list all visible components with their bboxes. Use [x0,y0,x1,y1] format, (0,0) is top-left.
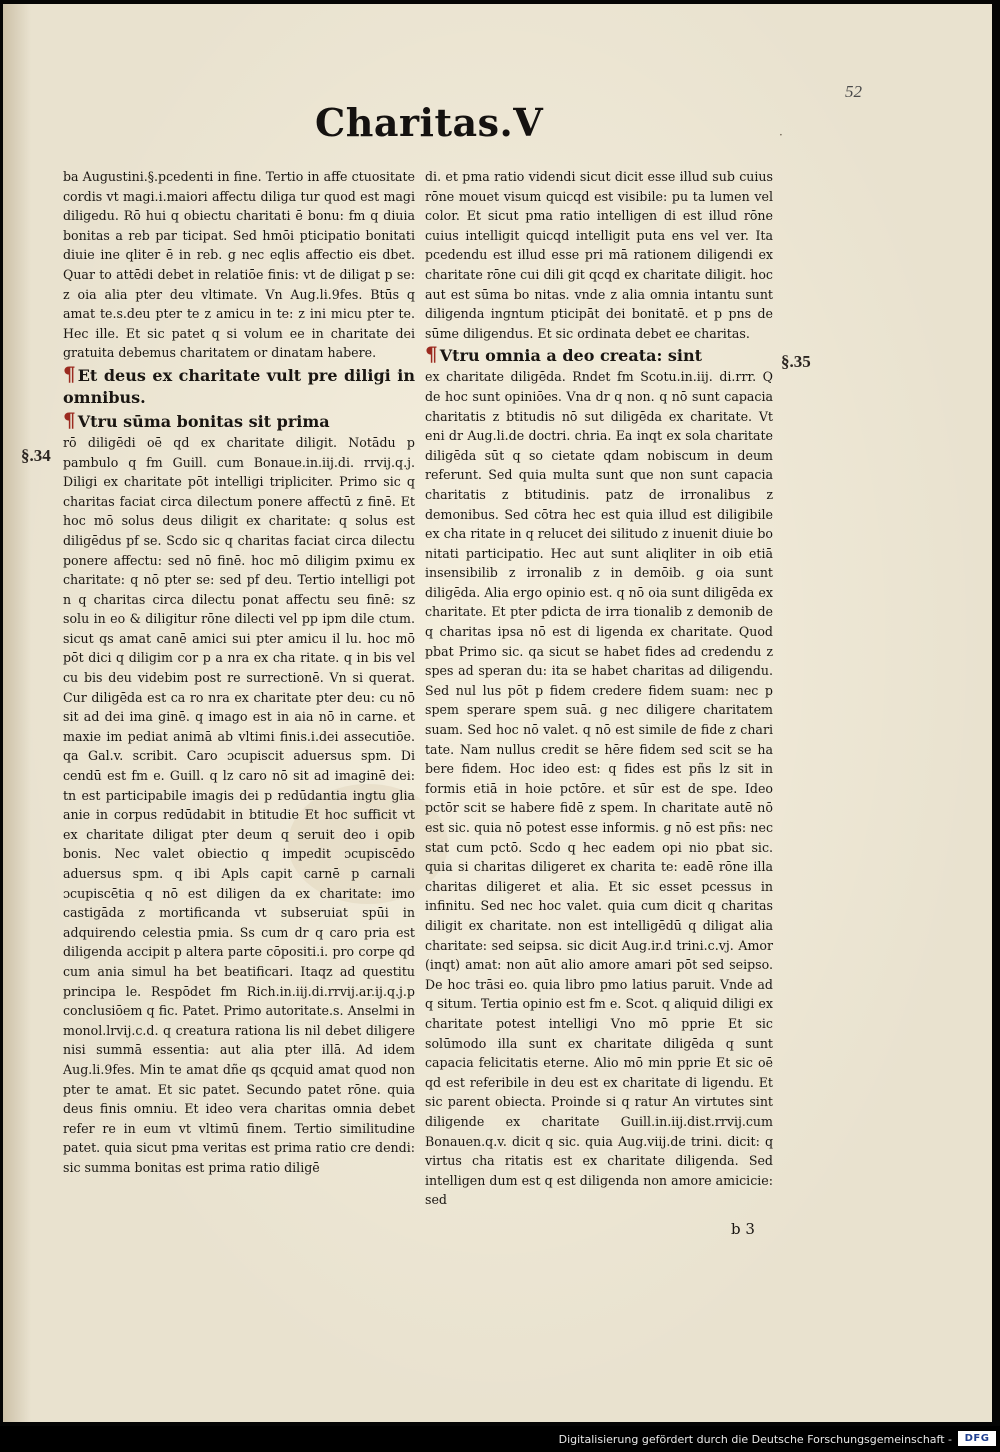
running-head: Charitas.V [315,100,544,145]
right-paragraph-1: di. et pma ratio videndi sicut dicit esse illud sub cuius rōne mouet visum quicqd est visibile: pu ta lumen vel color. Et sicut pma ratio intelligen di est illud rōne cuius intelligit quicqd intelligit puta ens vel ver. Ita pcedendu est illud esse pri mā rationem diligendi ex charitate rōne cui dili git qcqd ex charitate diligit. hoc aut est sūma bo nitas. vnde z alia omnia intantu sunt diligenda ingntum pticipāt dei bonitatē. et p pns de sūme diligendus. Et sic ordinata debet ee charitas. [425,169,773,341]
dfg-logo-icon: DFG [958,1431,996,1446]
right-heading-1-text: Vtru omnia a deo creata: sint [439,346,703,366]
rubric-pilcrow-icon: ¶ [425,342,438,367]
footer-credit: Digitalisierung gefördert durch die Deutsche Forschungsgemeinschaft - [558,1433,952,1446]
left-column [63,167,415,1178]
right-paragraph-2: ex charitate diligēda. Rndet fm Scotu.in.iij. di.rrr. Q de hoc sunt opiniōes. Vna dr q non. q nō sunt capacia charitatis z btitudis nō sut diligēda ex charitate. Vt eni dr Aug.li.de doctri. chria. Ea inqt ex sola charitate diligēda sūt q so cietate qdam nobiscum in deum referunt. Sed quia multa sunt que non sunt capacia charitatis z btitudinis. patz de irronalibus z demonibus. Sed cōtra hec est quia illud est diligibile ex cha ritate in q relucet dei silitudo z inuenit diuie bo nitati participatio. Hec aut sunt aliqliter in oib etiā insensibilib z irronalib z in demōib. g oia sunt diligēda. Alia ergo opinio est. q nō oia sunt diligēda ex charitate. Et pter pdicta de irra tionalib z demonib de q charitas ipsa nō est di ligenda ex charitate. Quod pbat Primo sic. qa sicut se habet fides ad credendu z spes ad speran du: ita se habet charitas ad diligendu. Sed nul lus pōt p fidem credere fidem suam: nec p spem sperare spem suā. g nec diligere charitatem suam. Sed hoc nō valet. q nō est simile de fide z chari tate. Nam nullus credit se hēre fidem sed scit se ha bere fidem. Hoc ideo est: q fides est pñs lz sit in formis etiā in hoie pctōre. et sūr est de spe. Ideo pctōr scit se habere fidē z spem. In charitate autē nō est sic. quia nō potest esse informis. g nō est pñs: nec stat cum pctō. Scdo q hec eadem opi nio pbat sic. quia si charitas diligeret ex charita te: eadē rōne illa charitas diligeret et alia. Et sic esset pcessus in infinitu. Sed nec hoc valet. quia cum dicit q charitas diligit ex charitate. non est intelligēdū q diligat alia charitate: sed seipsa. sic dicit Aug.ir.d trini.c.vj. Amor (inqt) amat: non aūt alio amore amari pōt sed seipso. De hoc trāsi eo. quia libro pmo latius paruit. Vnde ad q situm. Tertia opinio est fm e. Scot. q aliquid diligi ex charitate potest intelligi Vno mō pprie Et sic solūmodo illa sunt ex charitate diligēda q sunt capacia felicitatis eterne. Alio mō min pprie Et sic oē qd est referibile in deu est ex charitate di ligendu. Et sic parent obiecta. Proinde si q ratur An virtutes sint diligende ex charitate Guill.in.iij.dist.rrvij.cum Bonauen.q.v. dicit q sic. quia Aug.viij.de trini. dicit: q virtus cha ritatis est ex charitate diligenda. Sed intelligen dum est q est diligenda non amore amicicie: sed [425,369,773,1208]
right-column [425,167,773,1210]
left-paragraph-1: ba Augustini.§.pcedenti in fine. Tertio in affe ctuositate cordis vt magi.i.maiori affectu diliga tur quod est magi diligedu. Rō hui q obiectu charitati ē bonu: fm q diuia bonitas a reb par ticipat. Sed hmōi pticipatio bonitati diuie ine qliter ē in reb. g nec eqlis affectio eis dbet. Quar to attēdi debet in relatiōe finis: vt de diligat p se: z oia alia pter deu vltimate. Vn Aug.li.9fes. Btūs q amat te.s.deu pter te z amicu in te: z ini micu pter te. Hec ille. Et sic patet q si volum ee in charitate dei gratuita debemus charitatem or dinatam habere. [63,169,415,361]
left-heading-1 [63,363,415,409]
left-heading-2-text: Vtru sūma bonitas sit prima [77,411,330,431]
folio-number: 52 [845,82,862,101]
left-heading-1-text: Et deus ex charitate vult pre diligi in omnibus. [63,365,415,407]
margin-note-right: §.35 [781,352,811,371]
left-paragraph-2: rō diligēdi oē qd ex charitate diligit. Notādu p pambulo q fm Guill. cum Bonaue.in.iij.di. rrvij.q.j. Diligi ex charitate pōt intelligi tripliciter. Primo sic q charitas faciat circa dilectum ponere affectū z finē. Et hoc mō solus deus diligit ex charitate: q solus est diligēdus pf se. Scdo sic q charitas faciat circa dilectu ponere affectu: sed nō finē. hoc mō diligim pximu ex charitate: q nō pter se: sed pf deu. Tertio intelligi pot n q charitas circa dilectu ponat affectu seu finē: sz solu in eo & diligitur rōne dilecti vel pp ipm dile ctum. sicut qs amat canē amici sui pter amicu il lu. hoc mō pōt dici q diligim cor p a nra ex cha ritate. q in bis vel cu bis deu videbim post re surrectionē. Vn si querat. Cur diligēda est ca ro nra ex charitate pter deu: cu nō sit ad dei ima ginē. q imago est in aia nō in carne. et maxie im pediat animā ab vltimi finis.i.dei assecutiōe. qa Gal.v. scribit. Caro ɔcupiscit aduersus spm. Di cendū est fm e. Guill. q lz caro nō sit ad imaginē dei: tn est participabile imagis dei p redūdantia ingtu glia anie in corpus redūdabit in btitudie Et hoc sufficit vt ex charitate diligat pter deum q seruit deo i opib bonis. Nec valet obiectio q impedit ɔcupiscēdo aduersus spm. q ibi Apls capit carnē p carnali ɔcupiscētia q nō est diligen da ex charitate: imo castigāda z mortificanda vt subseruiat spūi in adquirendo celestia pmia. Ss cum dr q caro pria est diligenda accipit p altera parte cōpositi.i. pro corpe qd cum ania simul ha bet beatificari. Itaqz ad questitu principa le. Respōdet fm Rich.in.iij.di.rrvij.ar.ij.q.j.p conclusiōem q fic. Patet. Primo autoritate.s. Anselmi in monol.lrvij.c.d. q creatura rationa lis nil debet diligere nisi summā essentia: aut alia pter illā. Ad idem Aug.li.9fes. Min te amat dñe qs qcquid amat quod non pter te amat. Et sic patet. Secundo patet rōne. quia deus finis omniu. Et ideo vera charitas omnia debet refer re in eum vt vltimū finem. Tertio similitudine patet. quia sicut pma veritas est prima ratio cre dendi: sic summa bonitas est prima ratio diligē [63,434,415,1175]
margin-note-left: §.34 [21,446,51,465]
right-heading-1 [425,343,773,367]
rubric-pilcrow-icon: ¶ [63,361,76,386]
rubric-pilcrow-icon: ¶ [63,407,76,432]
manuscript-page [3,4,992,1422]
stray-mark: · [779,128,783,142]
signature-mark: b 3 [731,1220,755,1238]
left-heading-2 [63,409,415,433]
